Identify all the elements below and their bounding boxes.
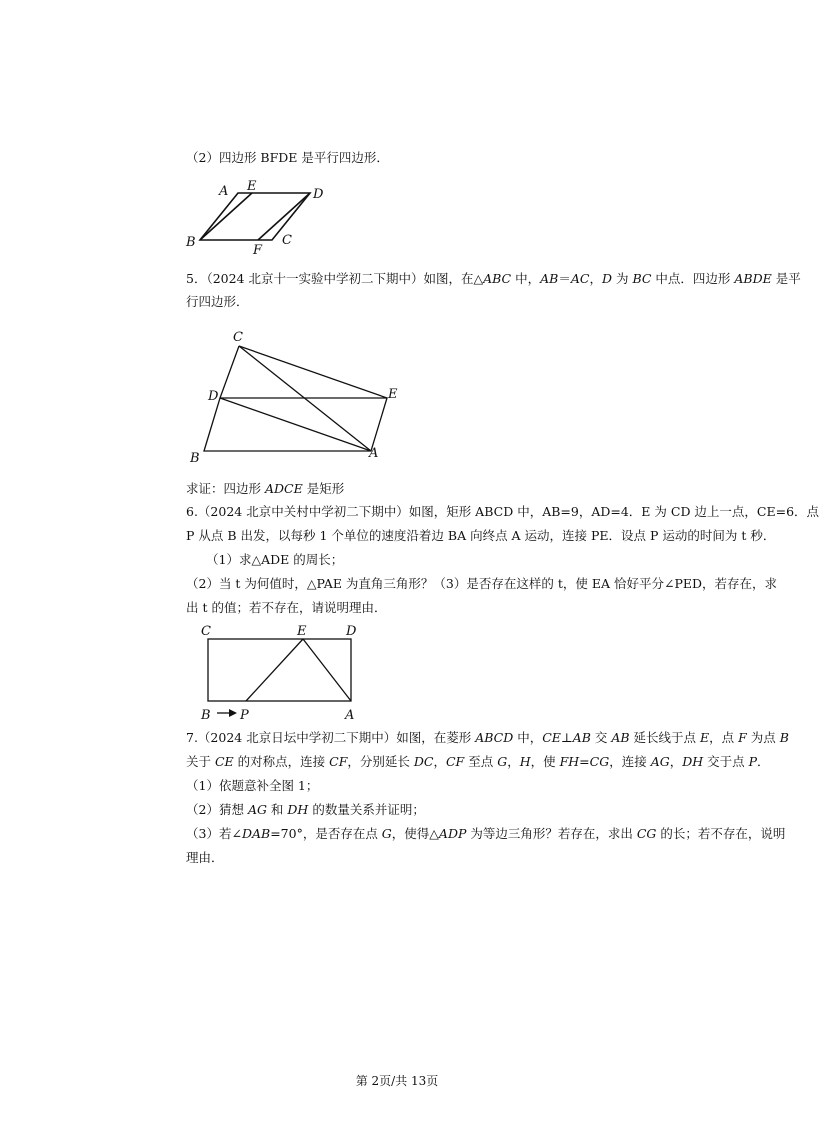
segment-be [200,193,252,240]
rectangle-abcd [208,639,351,701]
label-A: A [345,708,355,723]
parallelogram-abde [204,398,387,451]
label-D: D [346,624,357,639]
segment-ca [239,346,371,451]
segment-ce [239,346,387,398]
segment-fd [258,193,310,240]
segment-ea [303,639,351,701]
q6-part1: （1）求△ADE 的周长； [206,552,344,567]
label-B: B [190,451,200,466]
label-E: E [297,624,307,639]
label-D: D [313,187,324,202]
label-E: E [247,179,257,194]
segment-da [220,398,371,451]
q6-part2: （2）当 t 为何值时，△PAE 为直角三角形？（3）是否存在这样的 t，使 EA 恰好平分∠PED，若存在，求 [186,576,778,591]
page-footer: 第 2页/共 13页 [355,1074,439,1088]
q5-line1: 5．（2024 北京十一实验中学初二下期中）如图，在△ABC 中，AB＝AC，D 为 BC 中点．四边形 ABDE 是平 [186,271,801,286]
label-C: C [233,330,243,345]
segment-dc [220,346,239,398]
q7-part2: （2）猜想 AG 和 DH 的数量关系并证明； [186,802,425,817]
q5-line2: 行四边形． [186,294,249,309]
q5-prove: 求证：四边形 ADCE 是矩形 [186,481,345,496]
q6-part2-cont: 出 t 的值；若不存在，请说明理由． [186,600,387,615]
figure-q5 [204,346,387,451]
q7-part1: （1）依题意补全图 1； [186,778,319,793]
label-C: C [201,624,211,639]
label-F: F [253,243,263,258]
q6-line2: P 从点 B 出发，以每秒 1 个单位的速度沿着边 BA 向终点 A 运动，连接 PE．设点 P 运动的时间为 t 秒． [186,528,776,543]
label-P: P [240,708,249,723]
q7-part3-cont: 理由． [186,850,224,865]
figure-q6 [208,639,351,713]
q7-part3: （3）若∠DAB=70°，是否存在点 G，使得△ADP 为等边三角形？若存在，求出 CG 的长；若不存在，说明 [186,826,786,841]
label-B: B [201,708,211,723]
arrow-head [229,709,237,717]
q7-line1: 7.（2024 北京日坛中学初二下期中）如图，在菱形 ABCD 中，CE⊥AB 交 AB 延长线于点 E，点 F 为点 B [186,730,789,745]
label-E: E [388,387,398,402]
parallelogram-abcd [200,193,310,240]
q7-line2: 关于 CE 的对称点，连接 CF，分别延长 DC，CF 至点 G，H，使 FH=CG，连接 AG，DH 交于点 P． [186,754,770,769]
label-B: B [186,235,196,250]
label-A: A [369,446,379,461]
label-C: C [282,233,292,248]
label-A: A [219,184,229,199]
label-D: D [208,389,219,404]
q4-part2: （2）四边形 BFDE 是平行四边形． [186,150,389,165]
segment-pe [246,639,303,701]
q6-line1: 6.（2024 北京中关村中学初二下期中）如图，矩形 ABCD 中，AB=9，AD=4．E 为 CD 边上一点，CE=6．点 [186,504,819,519]
